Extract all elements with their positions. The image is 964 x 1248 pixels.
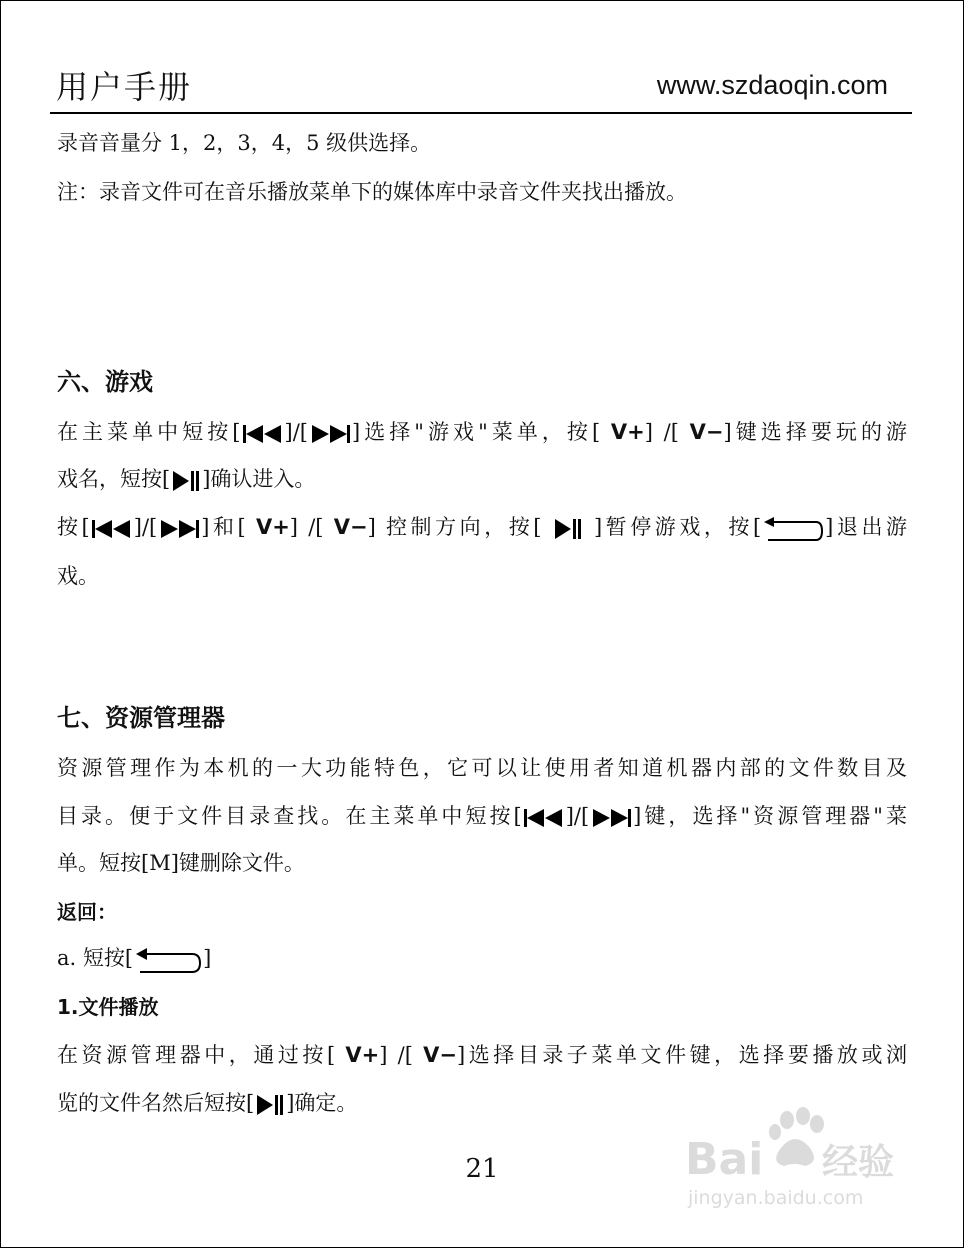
baidu-watermark-logo bbox=[680, 1100, 910, 1215]
paragraph-games-2: 戏名，短按[ ]确认进入。 bbox=[57, 467, 316, 491]
page-number: 21 bbox=[465, 1154, 499, 1184]
svg-text:jingyan.baidu.com: jingyan.baidu.com bbox=[688, 1187, 864, 1209]
back-icon bbox=[134, 946, 202, 974]
paragraph-file-play-2: 览的文件名然后短按[ ]确定。 bbox=[57, 1091, 358, 1115]
paragraph-games-1: 在主菜单中短按[ ]/[ ]选择"游戏"菜单，按[ V+] /[ V−]键选择要玩的游 bbox=[57, 420, 907, 444]
paragraph-fm-1: 资源管理作为本机的一大功能特色，它可以让使用者知道机器内部的文件数目及 bbox=[57, 756, 907, 780]
paragraph-fm-3: 单。短按[M]键删除文件。 bbox=[57, 851, 305, 875]
subtitle-back: 返回： bbox=[57, 900, 117, 924]
prev-icon bbox=[242, 423, 284, 445]
header-rule bbox=[50, 112, 912, 114]
header-title: 用户手册 bbox=[56, 68, 193, 106]
next-icon bbox=[309, 423, 351, 445]
text-line-volume: 录音音量分 1，2，3，4，5 级供选择。 bbox=[57, 131, 432, 155]
paragraph-games-4: 戏。 bbox=[57, 564, 99, 588]
svg-text:经验: 经验 bbox=[822, 1142, 895, 1183]
play-pause-icon bbox=[171, 469, 201, 493]
next-icon bbox=[158, 518, 200, 540]
next-icon bbox=[590, 807, 632, 829]
paragraph-file-play-1: 在资源管理器中，通过按[ V+] /[ V−]选择目录子菜单文件键，选择要播放或浏 bbox=[57, 1043, 907, 1067]
back-step-a: a. 短按[ ] bbox=[57, 942, 211, 974]
section-title-file-manager: 七、资源管理器 bbox=[57, 704, 225, 732]
prev-icon bbox=[523, 807, 565, 829]
paragraph-fm-2: 目录。便于文件目录查找。在主菜单中短按[ ]/[ ]键，选择"资源管理器"菜 bbox=[57, 804, 907, 828]
play-pause-icon bbox=[553, 517, 583, 541]
subtitle-file-play: 1.文件播放 bbox=[57, 995, 159, 1019]
paragraph-games-3: 按[ ]/[ ]和[ V+] /[ V−] 控制方向，按[ ]暂停游戏，按[ ]退出游 bbox=[57, 511, 907, 543]
prev-icon bbox=[91, 518, 133, 540]
section-title-games: 六、游戏 bbox=[57, 368, 153, 396]
header-url: www.szdaoqin.com bbox=[656, 70, 888, 100]
text-line-note: 注：录音文件可在音乐播放菜单下的媒体库中录音文件夹找出播放。 bbox=[57, 180, 687, 204]
play-pause-icon bbox=[255, 1093, 285, 1117]
svg-text:Bai: Bai bbox=[685, 1134, 764, 1185]
back-icon bbox=[762, 516, 824, 542]
